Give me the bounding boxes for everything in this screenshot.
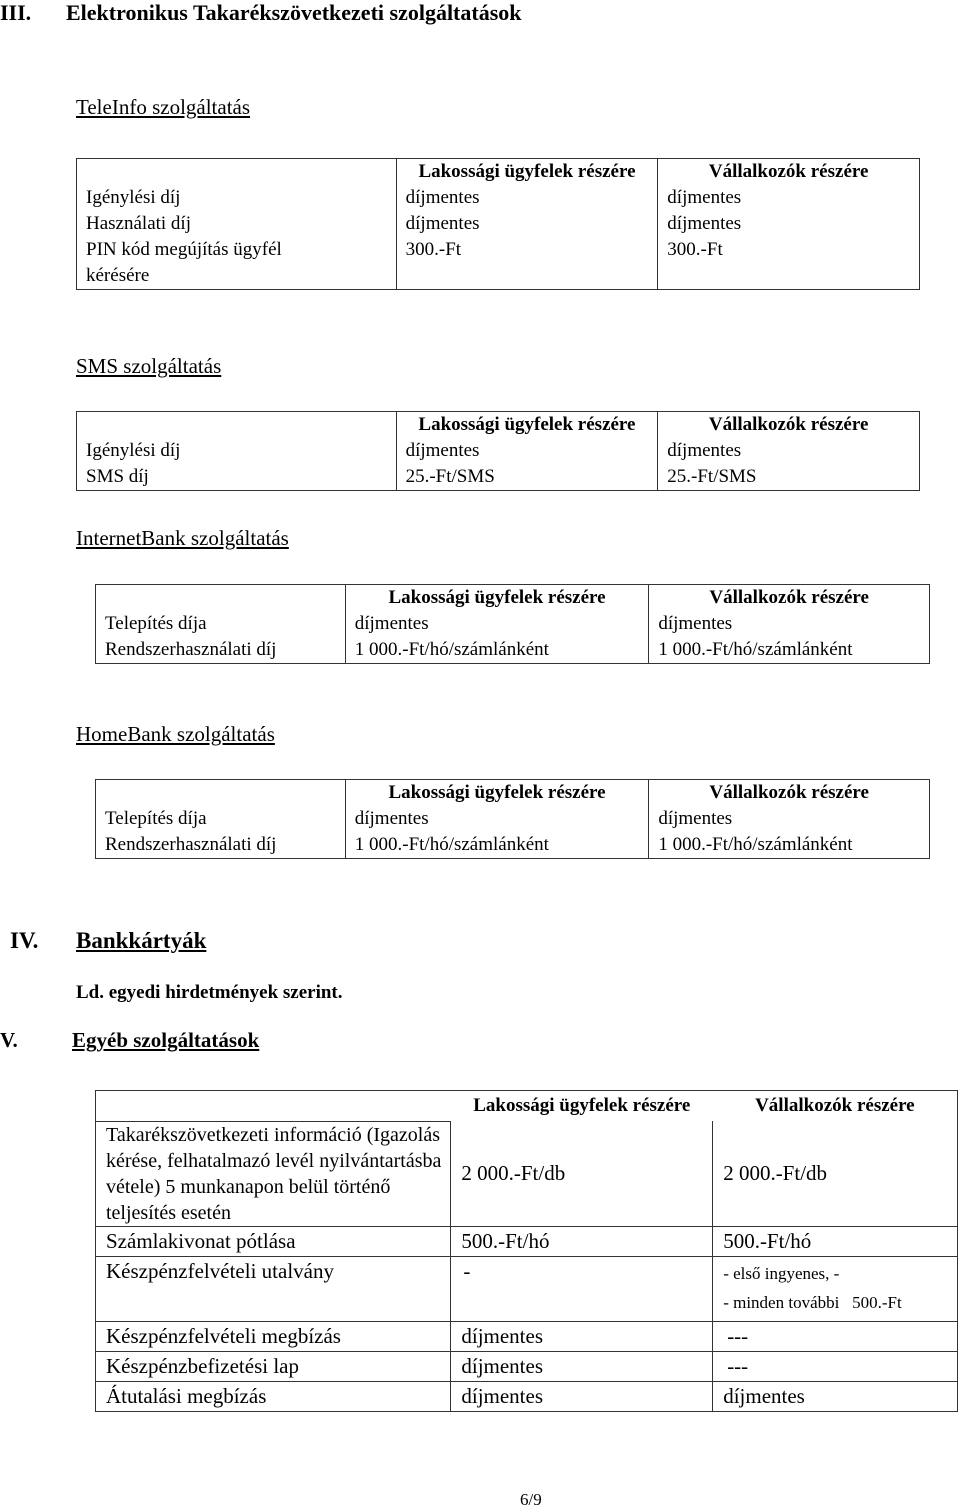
chapter-4-number: IV. — [10, 928, 39, 953]
chapter-5-number: V. — [0, 1028, 18, 1052]
header-empty-cell — [96, 585, 346, 612]
chapter-3-heading — [0, 0, 522, 26]
chapter-4-note: Ld. egyedi hirdetmények szerint. — [76, 982, 343, 1003]
retail-value: díjmentes — [451, 1321, 713, 1351]
table-header-row — [96, 1091, 958, 1122]
table-row — [96, 1321, 958, 1351]
table-row — [96, 1256, 958, 1321]
business-value: díjmentes — [658, 211, 920, 237]
row-label: Igénylési díj — [77, 438, 397, 464]
retail-value: 500.-Ft/hó — [451, 1226, 713, 1256]
table-row — [77, 237, 920, 290]
header-retail: Lakossági ügyfelek részére — [345, 780, 649, 807]
sms-title: SMS szolgáltatás — [76, 354, 222, 378]
homebank-table — [95, 779, 930, 859]
business-value: 25.-Ft/SMS — [658, 464, 920, 491]
business-value: díjmentes — [649, 611, 930, 637]
retail-value: díjmentes — [396, 438, 658, 464]
business-value-multiline — [713, 1256, 958, 1321]
teleinfo-table — [76, 158, 920, 290]
table-header-row — [96, 585, 930, 612]
table-row — [96, 1226, 958, 1256]
header-business: Vállalkozók részére — [658, 159, 920, 186]
table-header-row — [77, 412, 920, 439]
business-value: 300.-Ft — [658, 237, 920, 290]
retail-value: 300.-Ft — [396, 237, 658, 290]
table-row — [96, 1121, 958, 1226]
row-label: Telepítés díja — [96, 611, 346, 637]
table-row — [96, 637, 930, 664]
retail-value: díjmentes — [451, 1351, 713, 1381]
row-label: PIN kód megújítás ügyfél kérésére — [77, 237, 397, 290]
chapter-4-title: Bankkártyák — [76, 928, 207, 953]
business-value-line-1: - első ingyenes, - — [723, 1263, 840, 1283]
retail-value: díjmentes — [451, 1381, 713, 1411]
internetbank-title: InternetBank szolgáltatás — [76, 526, 289, 550]
row-label: Készpénzfelvételi megbízás — [96, 1321, 451, 1351]
business-value-line-2: - minden további 500.-Ft — [723, 1292, 902, 1312]
business-value: díjmentes — [658, 438, 920, 464]
row-label: Telepítés díja — [96, 806, 346, 832]
header-business: Vállalkozók részére — [658, 412, 920, 439]
business-value: díjmentes — [649, 806, 930, 832]
row-label: Takarékszövetkezeti információ (Igazolás kérése, felhatalmazó levél nyilvántartásba vétele) 5 munkanapon belül történő teljesítés esetén — [96, 1121, 451, 1226]
row-label: Rendszerhasználati díj — [96, 637, 346, 664]
row-label: Készpénzfelvételi utalvány — [96, 1256, 451, 1321]
table-header-row — [96, 780, 930, 807]
chapter-4-heading — [10, 928, 206, 954]
retail-value: - — [451, 1256, 713, 1321]
retail-value: 1 000.-Ft/hó/számlánként — [345, 637, 649, 664]
header-business: Vállalkozók részére — [713, 1091, 958, 1122]
business-value: --- — [713, 1321, 958, 1351]
header-retail: Lakossági ügyfelek részére — [396, 159, 658, 186]
table-row — [77, 211, 920, 237]
chapter-3-title: Elektronikus Takarékszövetkezeti szolgáltatások — [66, 0, 522, 25]
row-label: Használati díj — [77, 211, 397, 237]
page-number: 6/9 — [520, 1490, 542, 1509]
header-empty-cell — [77, 412, 397, 439]
header-empty-cell — [96, 1091, 451, 1122]
business-value: díjmentes — [658, 185, 920, 211]
chapter-3-number: III. — [0, 0, 32, 25]
homebank-title: HomeBank szolgáltatás — [76, 722, 275, 746]
table-row — [96, 832, 930, 859]
business-value: 1 000.-Ft/hó/számlánként — [649, 637, 930, 664]
table-row — [96, 806, 930, 832]
retail-value: díjmentes — [396, 211, 658, 237]
sms-table — [76, 411, 920, 491]
business-value: 500.-Ft/hó — [713, 1226, 958, 1256]
row-label: Igénylési díj — [77, 185, 397, 211]
table-row — [96, 1351, 958, 1381]
other-services-table — [95, 1090, 958, 1412]
header-retail: Lakossági ügyfelek részére — [345, 585, 649, 612]
teleinfo-title: TeleInfo szolgáltatás — [76, 95, 251, 119]
chapter-5-title: Egyéb szolgáltatások — [72, 1028, 260, 1052]
retail-value: díjmentes — [345, 611, 649, 637]
internetbank-table — [95, 584, 930, 664]
business-value: 2 000.-Ft/db — [713, 1121, 958, 1226]
table-row — [96, 611, 930, 637]
table-header-row — [77, 159, 920, 186]
row-label: Készpénzbefizetési lap — [96, 1351, 451, 1381]
header-retail: Lakossági ügyfelek részére — [451, 1091, 713, 1122]
table-row — [77, 185, 920, 211]
retail-value: 1 000.-Ft/hó/számlánként — [345, 832, 649, 859]
row-label: SMS díj — [77, 464, 397, 491]
business-value: 1 000.-Ft/hó/számlánként — [649, 832, 930, 859]
header-retail: Lakossági ügyfelek részére — [396, 412, 658, 439]
row-label: Számlakivonat pótlása — [96, 1226, 451, 1256]
header-business: Vállalkozók részére — [649, 780, 930, 807]
header-business: Vállalkozók részére — [649, 585, 930, 612]
table-row — [96, 1381, 958, 1411]
retail-value: díjmentes — [396, 185, 658, 211]
retail-value: 25.-Ft/SMS — [396, 464, 658, 491]
header-empty-cell — [96, 780, 346, 807]
table-row — [77, 464, 920, 491]
table-row — [77, 438, 920, 464]
chapter-5-heading — [0, 1028, 259, 1053]
retail-value: díjmentes — [345, 806, 649, 832]
business-value: díjmentes — [713, 1381, 958, 1411]
business-value: --- — [713, 1351, 958, 1381]
row-label: Átutalási megbízás — [96, 1381, 451, 1411]
row-label: Rendszerhasználati díj — [96, 832, 346, 859]
header-empty-cell — [77, 159, 397, 186]
retail-value: 2 000.-Ft/db — [451, 1121, 713, 1226]
